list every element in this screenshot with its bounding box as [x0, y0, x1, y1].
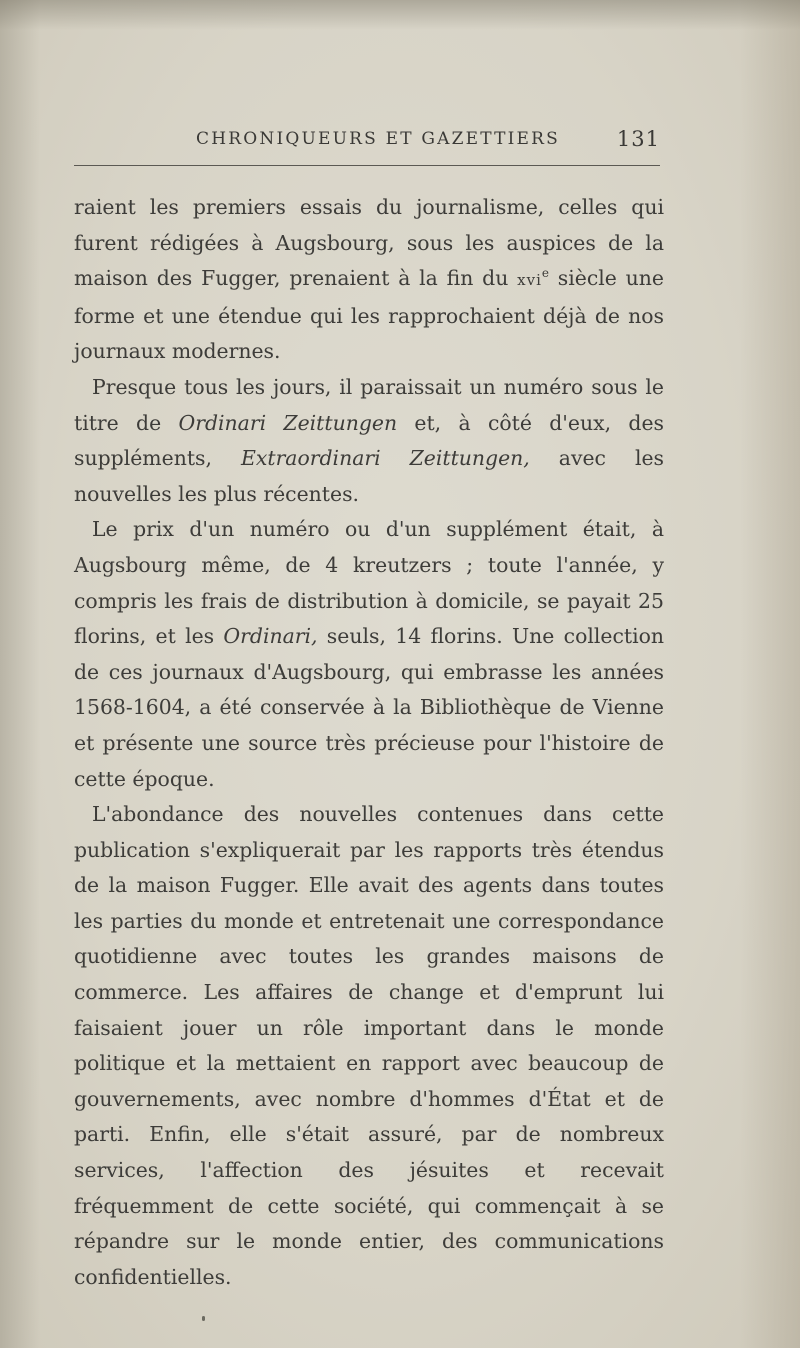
page-shadow-right: [740, 0, 800, 1348]
paragraph-4: [74, 797, 664, 1295]
running-head: [74, 126, 660, 154]
paragraph-3-text-b: seuls, 14 florins. Une collection de ces journaux d'Augsbourg, qui embrasse les années 1568-1604, a été conservée à la Bibliothèque de Vienne et présente une source très précieuse pour l'histoire de cette époque.: [74, 624, 664, 791]
running-title: CHRONIQUEURS ET GAZETTIERS: [196, 129, 561, 149]
paragraph-2-text-b: et, à côté d'eux, des suppléments,: [74, 410, 664, 471]
paragraph-3-text-a: Le prix d'un numéro ou d'un supplément était, à Augsbourg même, de 4 kreutzers ; toute l'année, y compris les frais de distribution à domicile, se payait 25 florins, et les: [74, 517, 664, 649]
paragraph-2-text-a: Presque tous les jours, il paraissait un numéro sous le titre de: [74, 374, 664, 435]
italic-ordinari-zeittungen: Ordinari Zeittungen: [178, 410, 398, 435]
body-text: [74, 190, 664, 1295]
superscript: e: [541, 266, 549, 281]
paragraph-1-text-a: raient les premiers essais du journalisme, celles qui furent rédigées à Augsbourg, sous les auspices de la maison des Fugger, prenaient à la fin du: [74, 195, 664, 291]
paragraph-1: [74, 190, 664, 370]
paragraph-2-text-c: avec les nouvelles les plus récentes.: [74, 446, 665, 506]
paper-speck: [202, 1316, 205, 1321]
page-shadow-left: [0, 0, 40, 1348]
century-numeral: xvi: [517, 271, 542, 290]
paragraph-1-text-b: siècle une forme et une étendue qui les rapprochaient déjà de nos journaux modernes.: [74, 266, 664, 364]
paragraph-2: [74, 370, 664, 512]
italic-extraordinari-zeittungen: Extraordinari Zeittungen,: [240, 446, 530, 471]
paragraph-4-text-a: L'abondance des nouvelles contenues dans cette publication s'expliquerait par les rapports très étendus de la maison Fugger. Elle avait des agents dans toutes les parties du monde et entretenait une correspondance quotidienne avec toutes les grandes maisons de commerce. Les affaires de change et d'emprunt lui faisaient jouer un rôle important dans le monde politique et la mettaient en rapport avec beaucoup de gouvernements, avec nombre d'hommes d'État et de parti. Enfin, elle s'était assuré, par de nombreux services, l'affection des jésuites et recevait fréquemment de cette société, qui commençait à se répandre sur le monde entier, des communications confidentielles.: [74, 802, 664, 1289]
paragraph-3: [74, 512, 664, 797]
page-shadow-top: [0, 0, 800, 30]
page-number: 131: [616, 127, 660, 151]
italic-ordinari: Ordinari,: [223, 624, 318, 649]
header-rule: [74, 165, 660, 166]
